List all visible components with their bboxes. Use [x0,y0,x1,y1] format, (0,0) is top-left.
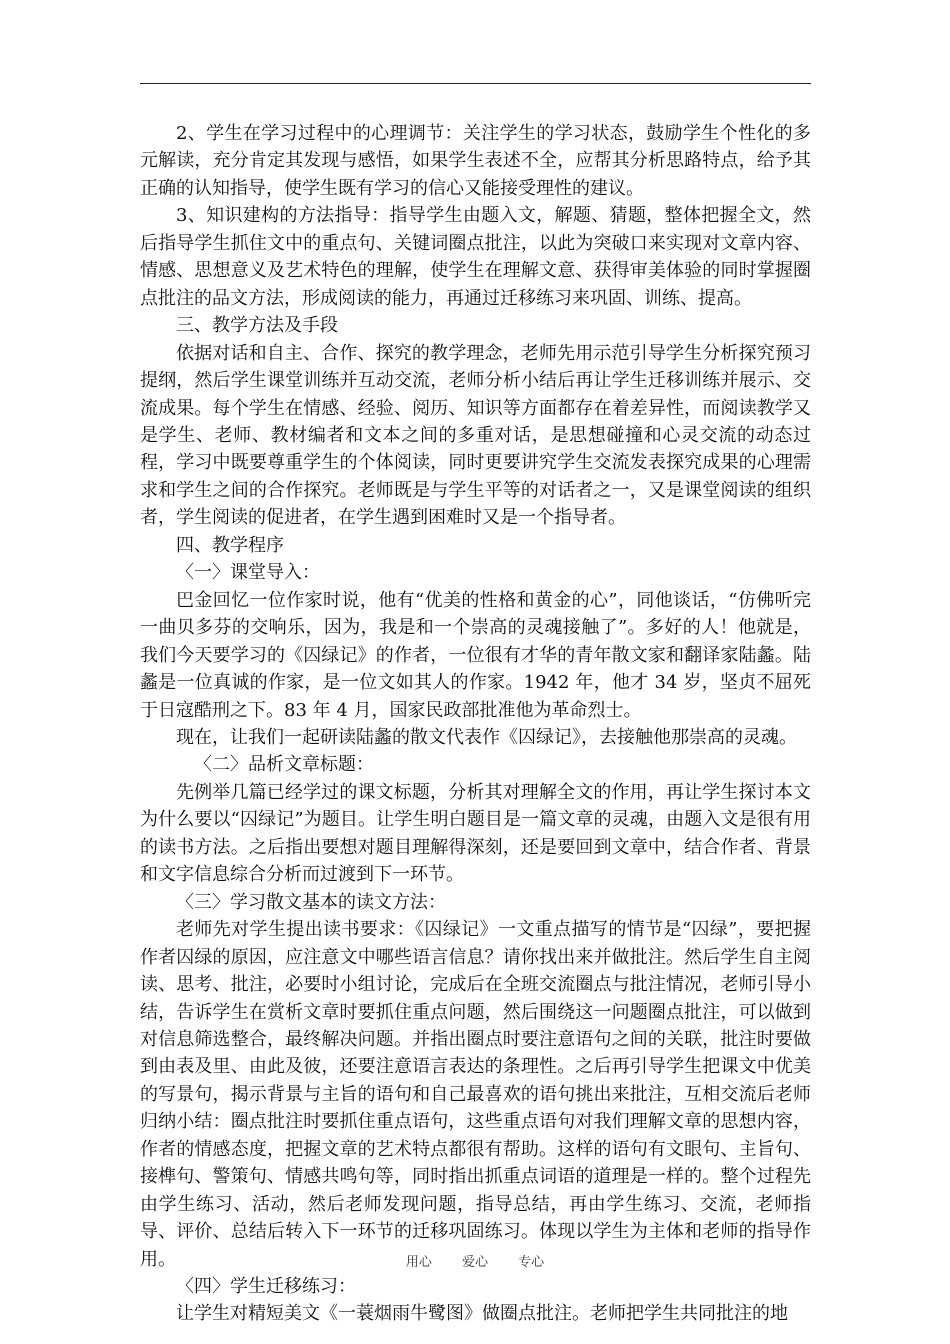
paragraph: 老师先对学生提出读书要求：《囚绿记》一文重点描写的情节是“囚绿”，要把握作者囚绿的原因，应注意文中哪些语言信息？请你找出来并做批注。然后学生自主阅读、思考、批注，必要时小组讨论，完成后在全班交流圈点与批注情况，老师引导小结，告诉学生在赏析文章时要抓住重点问题，然后围绕这一问题圈点批注，可以做到对信息筛选整合，最终解决问题。并指出圈点时要注意语句之间的关联，批注时要做到由表及里、由此及彼，还要注意语言表达的条理性。之后再引导学生把课文中优美的写景句，揭示背景与主旨的语句和自己最喜欢的语句挑出来批注，互相交流后老师归纳小结：圈点批注时要抓住重点语句，这些重点语句对我们理解文章的思想内容，作者的情感态度，把握文章的艺术特点都很有帮助。这样的语句有文眼句、主旨句、接榫句、警策句、情感共鸣句等，同时指出抓重点词语的道理是一样的。整个过程先由学生练习、活动，然后老师发现问题，指导总结，再由学生练习、交流，老师指导、评价、总结后转入下一环节的迁移巩固练习。体现以学生为主体和老师的指导作用。 [140,919,811,1270]
footer-word-1: 用心 [405,1255,432,1270]
paragraph: 〈三〉学习散文基本的读文方法： [176,891,446,913]
header-rule [140,83,811,84]
paragraph: 三、教学方法及手段 [176,315,338,337]
paragraph: 〈二〉品析文章标题： [194,754,374,776]
paragraph: 让学生对精短美文《一蓑烟雨牛鹭图》做圈点批注。老师把学生共同批注的地 [176,1303,788,1325]
paragraph: 四、教学程序 [176,534,284,556]
page-footer [0,1251,950,1270]
paragraph: 〈四〉学生迁移练习： [176,1276,356,1298]
document-body [140,120,811,1328]
paragraph: 先例举几篇已经学过的课文标题，分析其对理解全文的作用，再让学生探讨本文为什么要以“囚绿记”为题目。让学生明白题目是一篇文章的灵魂，由题入文是很有用的读书方法。之后指出要想对题目理解得深刻，还是要回到文章中，结合作者、背景和文字信息综合分析而过渡到下一环节。 [140,781,811,886]
paragraph: 依据对话和自主、合作、探究的教学理念，老师先用示范引导学生分析探究预习提纲，然后学生课堂训练并互动交流，老师分析小结后再让学生迁移训练并展示、交流成果。每个学生在情感、经验、阅历、知识等方面都存在着差异性，而阅读教学又是学生、老师、教材编者和文本之间的多重对话，是思想碰撞和心灵交流的动态过程，学习中既要尊重学生的个体阅读，同时更要讲究学生交流发表探究成果的心理需求和学生之间的合作探究。老师既是与学生平等的对话者之一，又是课堂阅读的组织者，学生阅读的促进者，在学生遇到困难时又是一个指导者。 [140,342,811,529]
paragraph: 现在，让我们一起研读陆蠡的散文代表作《囚绿记》，去接触他那崇高的灵魂。 [176,726,797,748]
paragraph: 3、知识建构的方法指导：指导学生由题入文，解题、猜题，整体把握全文，然后指导学生抓住文中的重点句、关键词圈点批注，以此为突破口来实现对文章内容、情感、思想意义及艺术特色的理解，使学生在理解文意、获得审美体验的同时掌握圈点批注的品文方法，形成阅读的能力，再通过迁移练习来巩固、训练、提高。 [140,205,811,309]
paragraph: 〈一〉课堂导入： [176,562,320,584]
footer-word-2: 爱心 [461,1255,488,1270]
paragraph: 巴金回忆一位作家时说，他有“优美的性格和黄金的心”，同他谈话，“仿佛听完一曲贝多芬的交响乐，因为，我是和一个崇高的灵魂接触了”。多好的人！他就是，我们今天要学习的《囚绿记》的作者，一位很有才华的青年散文家和翻译家陆蠡。陆蠡是一位真诚的作家，是一位文如其人的作家。1942 年，他才 34 岁，坚贞不屈死于日寇酷刑之下。83 年 4 月，国家民政部批准他为革命烈士。 [140,589,811,721]
paragraph: 2、学生在学习过程中的心理调节：关注学生的学习状态，鼓励学生个性化的多元解读，充分肯定其发现与感悟，如果学生表述不全，应帮其分析思路特点，给予其正确的认知指导，使学生既有学习的信心又能接受理性的建议。 [140,123,811,199]
footer-word-3: 专心 [518,1255,545,1270]
